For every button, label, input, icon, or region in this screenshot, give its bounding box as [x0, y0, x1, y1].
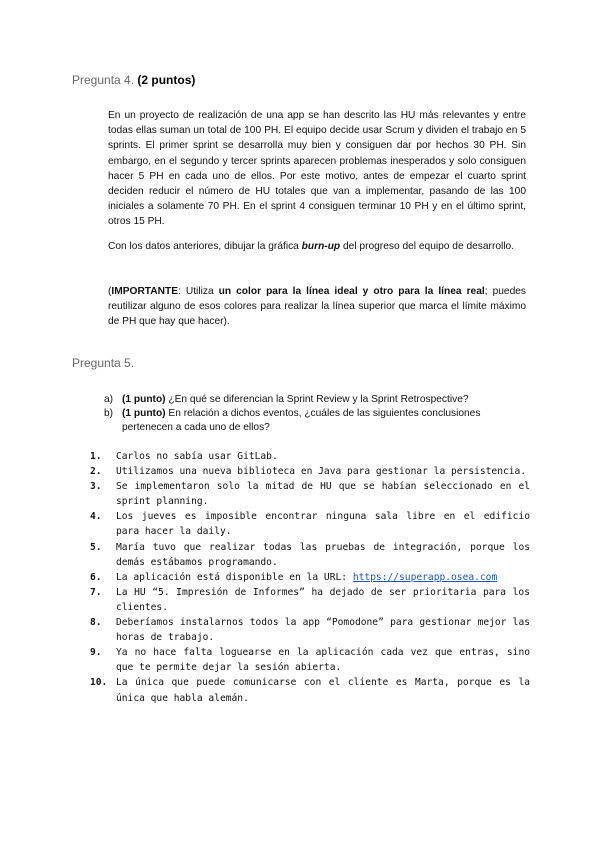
list-item — [90, 464, 530, 479]
item-number: 3. — [90, 481, 102, 493]
item-text: María tuvo que realizar todas las pruebas de integración, porque los demás estábamos programando. — [116, 541, 530, 568]
question-5-heading — [72, 356, 134, 370]
conclusions-list — [90, 449, 530, 706]
question-4-label: Pregunta 4. — [72, 73, 135, 87]
list-item — [90, 570, 530, 585]
question-5b-points: (1 punto) — [122, 408, 166, 419]
question-4-statement: En un proyecto de realización de una app se han descrito las HU más relevantes y entre todas ellas suman un total de 100 PH. El equipo decide usar Scrum y dividen el trabajo en 5 sprints. El primer sprint se desarrolla muy bien y consiguen dar por hechos 30 PH. Sin embargo, en el segundo y tercer sprints aparecen problemas inesperados y solo consiguen hacer 5 PH en cada uno de ellos. Por este motivo, antes de empezar el cuarto sprint deciden reducir el número de HU totales que van a implementar, pasando de las 100 iniciales a solamente 70 PH. En el sprint 4 consiguen terminar 10 PH y en el último sprint, otros 15 PH. — [108, 110, 526, 228]
item-text: Deberíamos instalarnos todos la app “Pomodone” para gestionar mejor las horas de trabajo. — [116, 617, 530, 644]
url-link[interactable]: https://superapp.osea.com — [352, 571, 498, 583]
item-number: 9. — [90, 647, 102, 659]
question-5a-points: (1 punto) — [122, 394, 166, 405]
item-number: 5. — [90, 541, 102, 553]
list-item — [90, 675, 530, 705]
list-item — [90, 615, 530, 645]
question-4-important-note — [108, 284, 526, 330]
item-text: Ya no hace falta loguearse en la aplicación cada vez que entras, sino que te permite dejar la sesión abierta. — [116, 647, 530, 674]
question-5b-text: En relación a dichos eventos, ¿cuáles de las siguientes conclusiones pertenecen a cada uno de ellos? — [122, 408, 481, 434]
list-item — [90, 509, 530, 539]
item-text: Los jueves es imposible encontrar ninguna sala libre en el edificio para hacer la daily. — [116, 511, 530, 538]
item-text: Se implementaron solo la mitad de HU que se habían seleccionado en el sprint planning. — [116, 481, 530, 508]
question-4-heading — [72, 73, 195, 87]
item-number: 6. — [90, 571, 102, 583]
list-item — [90, 479, 530, 509]
question-5a-marker: a) — [104, 394, 114, 405]
task-text-start: Con los datos anteriores, dibujar la gráfica — [108, 241, 302, 252]
item-text: La única que puede comunicarse con el cliente es Marta, porque es la única que habla alemán. — [116, 677, 530, 704]
item-text: La HU “5. Impresión de Informes” ha dejado de ser prioritaria para los clientes. — [116, 586, 530, 613]
item-number: 1. — [90, 451, 102, 462]
question-5a-text: ¿En qué se diferencian la Sprint Review y la Sprint Retrospective? — [165, 394, 469, 405]
list-item — [90, 449, 530, 464]
list-item — [90, 540, 530, 570]
question-5b-marker: b) — [104, 408, 114, 419]
note-open-paren: ( — [108, 286, 112, 297]
item-text: Carlos no sabía usar GitLab. — [116, 451, 278, 462]
item-number: 10. — [90, 677, 108, 689]
question-4-points: (2 puntos) — [137, 73, 196, 87]
question-4-task — [108, 239, 526, 254]
note-emphasis: un color para la línea ideal y otro para la línea real — [218, 286, 485, 297]
item-text-lead: La aplicación está disponible en la URL: — [116, 571, 353, 583]
task-text-end: del progreso del equipo de desarrollo. — [340, 241, 515, 252]
note-text-rest: ; puedes reutilizar alguno de esos colores para realizar la línea superior que marca el límite máximo de PH que hay que hacer). — [108, 286, 526, 328]
item-number: 8. — [90, 617, 102, 629]
item-number: 2. — [90, 466, 102, 478]
item-text — [116, 570, 530, 585]
task-burn-up-term: burn-up — [301, 241, 341, 252]
item-number: 7. — [90, 586, 102, 598]
note-text-mid: : Utiliza — [178, 286, 219, 297]
list-item — [90, 585, 530, 615]
question-5-label: Pregunta 5. — [72, 356, 135, 370]
list-item — [90, 645, 530, 675]
note-important-label: IMPORTANTE — [111, 286, 178, 297]
item-text: Utilizamos una nueva biblioteca en Java para gestionar la persistencia. — [116, 466, 527, 478]
item-number: 4. — [90, 511, 102, 523]
